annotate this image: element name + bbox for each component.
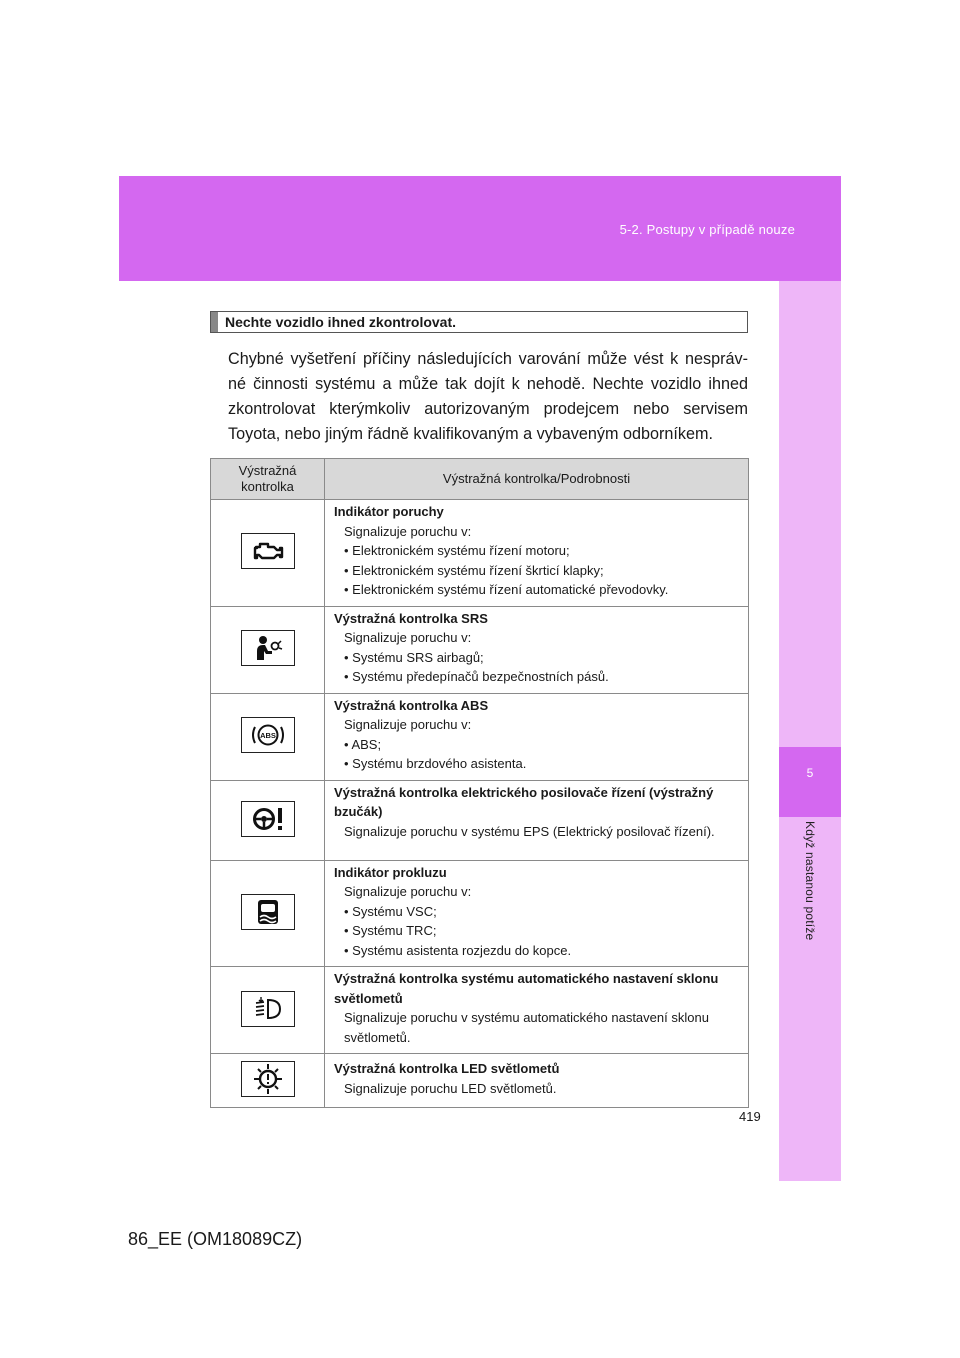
engine-check-icon [241, 533, 295, 569]
side-tab-active-chapter [779, 747, 841, 817]
col-header-indicator: Výstražná kontrolka [211, 459, 325, 500]
row-line: • Systému TRC; [344, 923, 437, 938]
row-title: Indikátor prokluzu [334, 864, 447, 880]
section-heading-text: Nechte vozidlo ihned zkontrolovat. [225, 314, 457, 330]
row-title: Výstražná kontrolka systému automatického nastavení sklonu světlometů [334, 971, 719, 1006]
row-line: • Systému VSC; [344, 903, 437, 919]
header-band [119, 176, 841, 281]
row-title: Indikátor poruchy [334, 504, 444, 519]
row-line: • Systému předepínačů bezpečnostních pásů. [344, 669, 609, 684]
row-line: Signalizuje poruchu v: [344, 717, 472, 732]
row-line: Signalizuje poruchu v: [344, 630, 472, 645]
row-title: Výstražná kontrolka elektrického posilovače řízení (výstražný bzučák) [334, 784, 714, 819]
table-row [211, 860, 749, 967]
heading-marker [211, 312, 218, 332]
svg-text:ABS: ABS [259, 731, 276, 740]
airbag-icon [241, 630, 295, 666]
chapter-title: Když nastanou potíže [803, 821, 817, 941]
slip-indicator-icon [241, 894, 295, 930]
row-title: Výstražná kontrolka LED světlometů [334, 1061, 560, 1076]
table-row [211, 606, 749, 693]
row-line: Signalizuje poruchu v: [344, 884, 472, 899]
document-code: 86_EE (OM18089CZ) [128, 1229, 303, 1249]
row-line: Signalizuje poruchu v: [344, 523, 472, 539]
row-title: Výstražná kontrolka ABS [334, 697, 489, 713]
table-row [211, 693, 749, 780]
row-line: • Elektronickém systému řízení automatické převodovky. [344, 582, 669, 597]
col-header-details: Výstražná kontrolka/Podrobnosti [325, 459, 749, 500]
table-row [211, 1054, 749, 1108]
breadcrumb: 5-2. Postupy v případě nouze [619, 222, 795, 237]
row-line: Signalizuje poruchu v systému EPS (Elektrický posilovač řízení). [344, 823, 715, 839]
row-title: Výstražná kontrolka SRS [334, 610, 488, 626]
steering-warning-icon [241, 801, 295, 837]
side-tab [779, 281, 841, 1181]
row-line: • Elektronickém systému řízení motoru; [344, 543, 570, 558]
headlight-leveling-icon [241, 991, 295, 1027]
row-line: • ABS; [344, 736, 382, 752]
table-row [211, 780, 749, 860]
table-row [211, 500, 749, 607]
warning-light-table [210, 458, 749, 1108]
row-line: • Systému brzdového asistenta. [344, 756, 527, 771]
row-line: • Systému SRS airbagů; [344, 649, 484, 665]
intro-paragraph: Chybné vyšetření příčiny následujících varování může vést k nespráv-né činnosti systému a může tak dojít k nehodě. Nechte vozidlo ihned zkontrolovat kterýmkoliv autorizovaným prodejcem nebo servisem Toyota, nebo jiným řádně kvalifikovaným a vybaveným odborníkem. [228, 350, 748, 443]
row-line: Signalizuje poruchu LED světlometů. [344, 1080, 557, 1096]
table-header-row [211, 459, 749, 500]
led-headlight-warning-icon [241, 1061, 295, 1097]
chapter-number: 5 [806, 766, 814, 780]
section-heading [210, 311, 748, 333]
row-line: • Systému asistenta rozjezdu do kopce. [344, 942, 572, 958]
row-line: Signalizuje poruchu v systému automatického nastavení sklonu světlometů. [344, 1010, 709, 1045]
page-number: 419 [739, 1109, 761, 1124]
table-row [211, 967, 749, 1054]
abs-icon [241, 717, 295, 753]
row-line: • Elektronickém systému řízení škrticí klapky; [344, 562, 604, 578]
